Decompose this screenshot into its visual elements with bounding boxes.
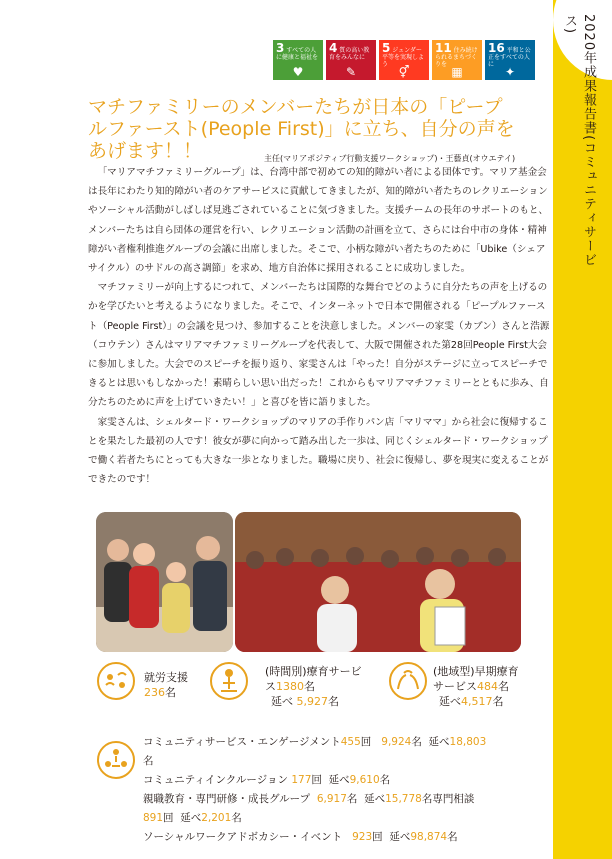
activity-engagement: コミュニティサービス・エンゲージメント455回 9,924名 延べ18,803 (143, 736, 487, 748)
community-icon (96, 740, 136, 780)
therapy-icon (209, 661, 249, 701)
sdg-11-badge: 11 住み続けられるまちづくりを ▦ (432, 40, 482, 80)
dove-icon: ✦ (504, 65, 516, 79)
activity-advocacy: ソーシャルワークアドボカシー・イベント 923回 延べ98,874名 (143, 831, 458, 843)
article-author: 主任(マリアポジティブ行動支援ワークショップ)・王藝貞(オウエテイ) (264, 154, 516, 163)
side-tab-label: 2020年成果報告書(コミュニティサービス) (562, 14, 596, 268)
employment-stat: 就労支援 236名 (144, 671, 188, 699)
conference-photo-audience (235, 512, 521, 652)
activity-list (143, 733, 543, 847)
book-icon: ✎ (345, 65, 357, 79)
activity-parent-education: 親職教育・専門研修・成長グループ 6,917名 延べ15,778名専門相談 (143, 793, 475, 805)
article-body (88, 163, 550, 489)
gender-icon: ⚥ (398, 65, 410, 79)
heartbeat-icon: ♥ (292, 65, 304, 79)
therapy-stat: (時間別)療育サービ ス1380名 延べ 5,927名 (265, 665, 362, 708)
paragraph: 家雯さんは、シェルタード・ワークショップのマリアの手作りパン店「マリママ」から社会に復帰することを果たした最初の人です！彼女が夢に向かって踏み出した一歩は、同じくシェルタード・ワークショップで働く若者たちにとっても大きな一歩となりました。職場に戻り、社会に復帰し、夢を現実に変えることができたのです！ (88, 416, 549, 486)
employment-icon (96, 661, 136, 701)
hands-icon (388, 661, 428, 701)
sdg-4-badge: 4 質の高い教育をみんなに ✎ (326, 40, 376, 80)
sdg-5-badge: 5 ジェンダー平等を実現しよう ⚥ (379, 40, 429, 80)
city-icon: ▦ (451, 65, 463, 79)
sdg-16-badge: 16 平和と公正をすべての人に ✦ (485, 40, 535, 80)
sdg-badges (273, 40, 535, 80)
paragraph: マチファミリーが向上するにつれて、メンバーたちは国際的な舞台でどのように自分たちの声を上げるのかを学びたいと考えるようになりました。そこで、インターネットで日本で開催される「ピープルファースト（People First）」の会議を見つけ、参加することを決意しました。メンバーの家雯（カブン）さんと浩源（コウテン）さんはマリアマチファミリーグループを代表して、大阪で開催された第28回People First大会に参加しました。大会でのスピーチを振り返り、家雯さんは「やった！自分がステージに立ってスピーチできるとは思いもしなかった！素晴らしい思い出だった！これからもマリアマチファミリーとともに歩み、自分たちのために声を上げていきたい！」と喜びを皆に語りました。 (88, 282, 550, 409)
paragraph: 「マリアマチファミリーグループ」は、台湾中部で初めての知的障がい者による団体です。マリア基金会は長年にわたり知的障がい者のケアサービスに貢献してきましたが、知的障がい者たちのレクリエーションやソーシャル活動がしばしば見逃ごされていることに気づきました。支援チームの長年のサポートのもと、メンバーたちは自ら団体の運営を行い、レクリエーション活動の計画を立て、さらには台中市の身体・精神障がい者権利推進グループの会議に出席しました。そこで、小柄な障がい者たちのために「Ubike（シェアサイクル）のサドルの高さ調節」を求め、地方自治体に採用されることに成功しました。 (88, 167, 549, 275)
early-therapy-stat: (地域型)早期療育 サービス484名 延べ4,517名 (433, 665, 519, 708)
group-photo (96, 512, 233, 652)
activity-consultation: 891回 延べ2,201名 (143, 812, 242, 824)
sdg-3-badge: 3 すべての人に健康と福祉を ♥ (273, 40, 323, 80)
activity-inclusion: コミュニティインクルージョン 177回 延べ9,610名 (143, 774, 391, 786)
group-photo-figures (96, 512, 233, 652)
article-title: マチファミリーのメンバーたちが日本の「ピープルファースト(People First)」に立ち、自分の声をあげます！！ (88, 96, 515, 162)
conference-photo (235, 512, 521, 652)
activity-engagement-unit: 名 (143, 755, 154, 767)
